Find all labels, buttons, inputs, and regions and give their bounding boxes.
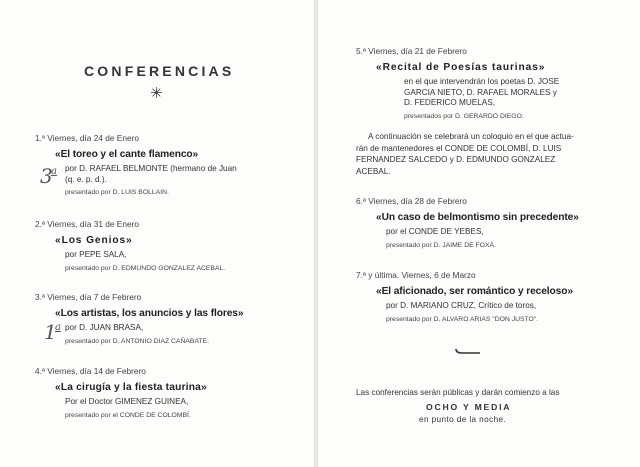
conference-date: 6.ª Viernes, día 28 de Febrero: [356, 196, 467, 206]
conference-speaker: por D. MARIANO CRUZ, Crítico de toros,: [386, 301, 537, 310]
coloquio-line: rán de mantenedores el CONDE DE COLOMBÍ, D. LUIS: [356, 143, 562, 153]
conference-date: 1.ª Viernes, día 24 de Enero: [35, 133, 139, 143]
handwritten-number: 3: [40, 164, 53, 188]
closing-text: Las conferencias serán públicas y darán comienzo a las: [356, 388, 560, 397]
conference-title: «La cirugía y la fiesta taurina»: [55, 382, 207, 393]
conference-5: [356, 46, 559, 122]
conference-presenter: presentado por D. LUIS BOLLAIN.: [65, 189, 169, 196]
conference-presenter: presentado por D. ALVARO ARIAS "DON JUSTO".: [386, 315, 539, 323]
coloquio-paragraph: [356, 131, 574, 177]
page-title: CONFERENCIAS: [84, 63, 235, 79]
closing-time: OCHO Y MEDIA: [426, 402, 512, 412]
conference-date: 7.ª y última. Viernes, 6 de Marzo: [356, 270, 476, 280]
swash-ornament-icon: [454, 346, 484, 356]
conference-speaker: por el CONDE DE YEBES,: [386, 227, 484, 236]
conference-1: [35, 133, 237, 198]
conference-title: «Recital de Poesías taurinas»: [376, 62, 546, 73]
conference-date: 5.ª Viernes, día 21 de Febrero: [356, 46, 467, 56]
handwritten-number: 1: [44, 320, 57, 344]
handwritten-annotation: [40, 164, 57, 188]
conference-presenter: presentado por D. JAIME DE FOXÁ.: [386, 241, 496, 249]
coloquio-line: FERNANDEZ SALCEDO y D. EDMUNDO GONZALEZ: [356, 155, 556, 164]
handwritten-sup: a: [51, 166, 57, 177]
asterisk-ornament-icon: ✳: [150, 85, 163, 102]
conference-speaker: por PEPE SALA,: [65, 250, 127, 259]
conference-speaker-cont: D. FEDERICO MUELAS,: [404, 98, 495, 107]
handwritten-sup: a: [55, 322, 61, 333]
conference-speaker-cont: (q. e. p. d.).: [65, 174, 107, 184]
coloquio-line: A continuación se celebrará un coloquio en el que actua-: [368, 132, 574, 141]
conference-presenter: presentado por D. ANTONIO DIAZ CAÑABATE.: [65, 337, 210, 345]
conference-date: 4.ª Viernes, día 14 de Febrero: [35, 366, 146, 376]
conference-3: [35, 292, 243, 347]
conference-title: «Un caso de belmontismo sin precedente»: [376, 212, 579, 223]
conference-6: [356, 196, 579, 251]
conference-date: 3.ª Viernes, día 7 de Febrero: [35, 292, 142, 302]
conference-title: «El toreo y el cante flamenco»: [55, 149, 199, 160]
handwritten-annotation: [44, 320, 61, 344]
conference-date: 2.ª Viernes, día 31 de Enero: [35, 219, 139, 229]
conference-speaker: por D. RAFAEL BELMONTE (hermano de Juan: [65, 164, 237, 173]
conference-presenter: presentado por el CONDE DE COLOMBÍ.: [65, 411, 191, 419]
conference-presenter: presentado por D. EDMUNDO GONZALEZ ACEBAL.: [65, 264, 226, 272]
conference-title: «El aficionado, ser romántico y receloso»: [376, 286, 573, 297]
conference-speaker-cont: GARCIA NIETO, D. RAFAEL MORALES y: [404, 87, 557, 97]
conference-2: [35, 219, 225, 274]
conference-speaker: en el que intervendrán los poetas D. JOSE: [404, 77, 560, 86]
conference-4: [35, 366, 207, 421]
conference-presenter: presentados por D. GERARDO DIEGO.: [404, 112, 524, 120]
closing-text-end: en punto de la noche.: [419, 415, 507, 424]
coloquio-line: ACEBAL.: [356, 166, 391, 176]
conference-speaker: por D. JUAN BRASA,: [65, 323, 144, 332]
conference-title: «Los Genios»: [55, 235, 133, 246]
conference-7: [356, 270, 573, 325]
conference-title: «Los artistas, los anuncios y las flores»: [55, 308, 244, 319]
conference-speaker: Por el Doctor GIMENEZ GUINEA,: [65, 397, 189, 406]
